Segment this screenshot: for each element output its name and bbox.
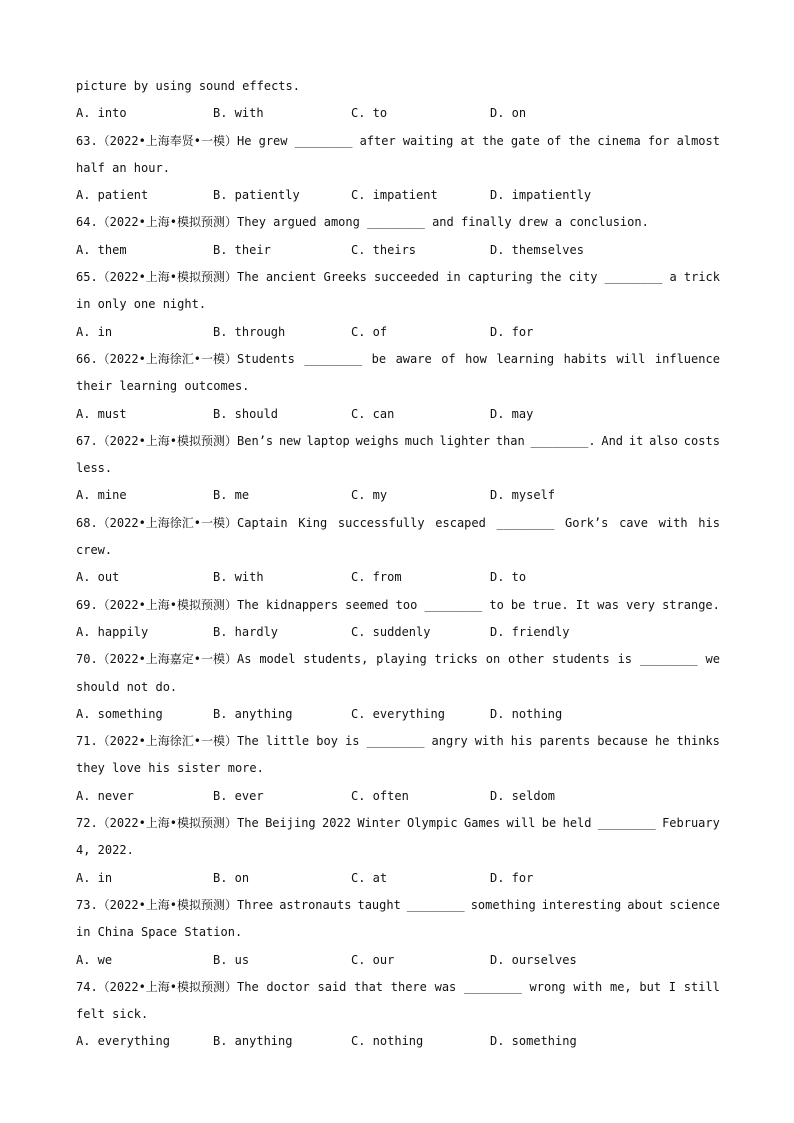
stem-word: with	[474, 734, 504, 749]
stem-word: successfully	[337, 515, 425, 530]
stem-word: boy	[316, 734, 338, 749]
option-d: D. themselves	[490, 242, 584, 257]
stem-word: model	[259, 652, 296, 667]
stem-word: is	[345, 734, 360, 749]
stem-word: almost	[676, 133, 720, 148]
stem-word: there	[390, 979, 427, 994]
stem-word: 67.（2022•上海•模拟预测）Ben’s	[76, 433, 274, 448]
option-b: B. me	[213, 488, 250, 503]
answer-options	[76, 485, 720, 512]
option-d: D. for	[490, 870, 534, 885]
question-item	[76, 895, 720, 977]
stem-word: after	[359, 133, 396, 148]
option-c: C. to	[351, 106, 388, 121]
answer-options	[76, 240, 720, 267]
question-stem	[76, 895, 720, 922]
question-item	[76, 731, 720, 813]
question-stem-continuation: felt sick.	[76, 1007, 149, 1022]
stem-word: with	[658, 515, 688, 530]
question-stem	[76, 731, 720, 758]
stem-word: King	[298, 515, 328, 530]
stem-word: Winter	[357, 816, 401, 831]
option-d: D. myself	[490, 488, 556, 503]
option-a: A. in	[76, 324, 113, 339]
question-stem	[76, 267, 720, 294]
stem-word: said	[317, 979, 347, 994]
answer-options	[76, 622, 720, 649]
option-d: D. nothing	[490, 706, 563, 721]
stem-word: weighs	[355, 433, 399, 448]
option-c: C. from	[351, 570, 402, 585]
stem-word: habits	[563, 351, 607, 366]
stem-word: influence	[654, 351, 720, 366]
option-d: D. may	[490, 406, 534, 421]
option-b: B. us	[213, 952, 250, 967]
answer-options	[76, 103, 720, 130]
stem-word: held	[562, 816, 592, 831]
option-a: A. everything	[76, 1034, 170, 1049]
stem-word: astronauts	[279, 897, 352, 912]
stem-word: be	[510, 597, 526, 612]
stem-word: ________	[496, 515, 555, 530]
option-c: C. at	[351, 870, 388, 885]
question-stem	[76, 649, 720, 676]
question-stem-continuation: in only one night.	[76, 297, 207, 312]
option-a: A. them	[76, 242, 127, 257]
question-item	[76, 595, 720, 650]
stem-word: the	[482, 133, 504, 148]
option-b: B. on	[213, 870, 250, 885]
stem-word: 70.（2022•上海嘉定•一模）As	[76, 652, 252, 667]
question-item	[76, 212, 720, 267]
option-a: A. patient	[76, 188, 149, 203]
question-text-continuation: picture by using sound effects.	[76, 79, 300, 93]
question-stem	[76, 131, 720, 158]
stem-word: waiting	[402, 133, 454, 148]
stem-word: a	[669, 270, 677, 285]
question-list	[76, 103, 720, 1058]
stem-word: gate	[510, 133, 540, 148]
stem-word: will	[506, 816, 536, 831]
question-item	[76, 431, 720, 513]
answer-options	[76, 868, 720, 895]
stem-word: 68.（2022•上海徐汇•一模）Captain	[76, 515, 288, 530]
stem-word: his	[698, 515, 720, 530]
stem-word: city	[568, 270, 598, 285]
option-b: B. their	[213, 242, 271, 257]
stem-word: in	[446, 270, 461, 285]
answer-options	[76, 404, 720, 431]
option-d: D. ourselves	[490, 952, 577, 967]
question-stem-continuation: half an hour.	[76, 160, 170, 175]
stem-word: doctor	[266, 979, 310, 994]
answer-options	[76, 950, 720, 977]
option-a: A. out	[76, 570, 120, 585]
question-stem-continuation: crew.	[76, 543, 113, 558]
stem-word: ________	[366, 734, 425, 749]
stem-word: other	[508, 652, 545, 667]
stem-word: little	[265, 734, 310, 749]
stem-word: tricks	[434, 652, 478, 667]
stem-word: it	[628, 433, 644, 448]
stem-word: he	[654, 734, 670, 749]
stem-word: we	[705, 652, 720, 667]
stem-word: strange.	[662, 597, 720, 612]
stem-word: taught	[357, 897, 401, 912]
stem-word: Olympic	[407, 816, 458, 831]
stem-word: was	[434, 979, 457, 994]
stem-word: 71.（2022•上海徐汇•一模）The	[76, 734, 259, 749]
stem-word: laptop	[306, 433, 350, 448]
stem-word: will	[616, 351, 646, 366]
option-a: A. into	[76, 106, 127, 121]
question-item	[76, 813, 720, 895]
option-c: C. impatient	[351, 188, 438, 203]
option-a: A. mine	[76, 488, 127, 503]
question-stem	[76, 349, 720, 376]
stem-word: science	[669, 897, 720, 912]
option-d: D. friendly	[490, 624, 570, 639]
stem-word: cinema	[597, 133, 641, 148]
option-c: C. nothing	[351, 1034, 424, 1049]
option-a: A. happily	[76, 624, 149, 639]
stem-word: Beijing	[265, 816, 316, 831]
option-b: B. should	[213, 406, 279, 421]
answer-options	[76, 185, 720, 212]
stem-word: 65.（2022•上海•模拟预测）The	[76, 270, 259, 285]
question-stem: 64.（2022•上海•模拟预测）They argued among ________ and finally drew a conclusion.	[76, 215, 649, 230]
stem-word: ________	[294, 133, 353, 148]
answer-options	[76, 704, 720, 731]
stem-word: I	[668, 979, 677, 994]
question-stem-continuation: their learning outcomes.	[76, 379, 250, 394]
stem-word: also	[649, 433, 678, 448]
stem-word: be	[371, 351, 387, 366]
stem-word: the	[539, 270, 562, 285]
question-stem	[76, 595, 720, 622]
stem-word: to	[489, 597, 504, 612]
option-c: C. of	[351, 324, 388, 339]
stem-word: new	[278, 433, 301, 448]
stem-word: ________	[604, 270, 663, 285]
answer-options	[76, 322, 720, 349]
stem-word: Greeks	[323, 270, 367, 285]
stem-word: of	[546, 133, 562, 148]
stem-word: 63.（2022•上海奉贤•一模）He	[76, 133, 252, 148]
stem-word: escaped	[435, 515, 486, 530]
stem-word: ________	[597, 816, 656, 831]
question-stem	[76, 813, 720, 840]
stem-word: succeeded	[373, 270, 439, 285]
stem-word: ________	[304, 351, 363, 366]
question-stem-continuation: in China Space Station.	[76, 925, 243, 940]
stem-word: Games	[464, 816, 501, 831]
option-d: D. impatiently	[490, 188, 592, 203]
stem-word: 72.（2022•上海•模拟预测）The	[76, 816, 259, 831]
stem-word: February	[662, 816, 720, 831]
stem-word: how	[465, 351, 487, 366]
stem-word: his	[510, 734, 533, 749]
stem-word: 73.（2022•上海•模拟预测）Three	[76, 897, 274, 912]
stem-word: something	[470, 897, 536, 912]
stem-word: 74.（2022•上海•模拟预测）The	[76, 979, 259, 994]
option-b: B. with	[213, 570, 264, 585]
stem-word: at	[460, 133, 475, 148]
stem-word: was	[597, 597, 619, 612]
option-d: D. to	[490, 570, 527, 585]
option-b: B. patiently	[213, 188, 300, 203]
question-item	[76, 267, 720, 349]
stem-word: about	[627, 897, 664, 912]
option-c: C. theirs	[351, 242, 417, 257]
option-a: A. we	[76, 952, 113, 967]
stem-word: but	[639, 979, 662, 994]
option-c: C. often	[351, 788, 409, 803]
stem-word: true.	[532, 597, 569, 612]
question-item	[76, 131, 720, 213]
stem-word: angry	[431, 734, 468, 749]
option-c: C. our	[351, 952, 395, 967]
option-a: A. in	[76, 870, 113, 885]
stem-word: Gork’s	[565, 515, 609, 530]
option-b: B. anything	[213, 706, 293, 721]
question-stem-continuation: they love his sister more.	[76, 761, 264, 776]
question-stem-continuation: less.	[76, 461, 113, 476]
stem-word: ________	[424, 597, 483, 612]
stem-word: lighter	[439, 433, 491, 448]
stem-word: students	[551, 652, 610, 667]
option-d: D. for	[490, 324, 534, 339]
stem-word: wrong	[529, 979, 566, 994]
question-item	[76, 649, 720, 731]
stem-word: still	[683, 979, 720, 994]
option-a: A. must	[76, 406, 127, 421]
stem-word: capturing	[467, 270, 533, 285]
document-page	[76, 76, 720, 1059]
question-stem	[76, 513, 720, 540]
question-stem-continuation: 4, 2022.	[76, 843, 134, 858]
stem-word: ________.	[530, 433, 596, 448]
stem-word: the	[568, 133, 591, 148]
stem-word: because	[597, 734, 648, 749]
question-stem	[76, 431, 720, 458]
option-d: D. something	[490, 1034, 577, 1049]
stem-word: kidnappers	[265, 597, 339, 612]
answer-options	[76, 1031, 720, 1058]
stem-word: And	[601, 433, 624, 448]
stem-word: playing	[376, 652, 427, 667]
stem-word: grew	[258, 133, 288, 148]
question-item	[76, 349, 720, 431]
option-b: B. through	[213, 324, 286, 339]
question-stem	[76, 977, 720, 1004]
stem-word: parents	[539, 734, 591, 749]
stem-word: is	[617, 652, 633, 667]
option-b: B. hardly	[213, 624, 279, 639]
option-d: D. seldom	[490, 788, 556, 803]
stem-word: of	[441, 351, 456, 366]
stem-word: It	[575, 597, 591, 612]
stem-word: seemed	[345, 597, 389, 612]
stem-word: thinks	[676, 734, 720, 749]
stem-word: costs	[683, 433, 720, 448]
stem-word: aware	[395, 351, 432, 366]
stem-word: for	[647, 133, 670, 148]
stem-word: very	[626, 597, 655, 612]
option-a: A. never	[76, 788, 134, 803]
option-c: C. suddenly	[351, 624, 431, 639]
option-c: C. my	[351, 488, 388, 503]
stem-word: students,	[303, 652, 369, 667]
stem-word: ancient	[265, 270, 317, 285]
stem-word: learning	[496, 351, 555, 366]
question-item	[76, 977, 720, 1059]
stem-word: with	[573, 979, 603, 994]
stem-word: than	[495, 433, 525, 448]
option-a: A. something	[76, 706, 163, 721]
stem-word: ________	[406, 897, 465, 912]
stem-word: 2022	[322, 816, 351, 831]
option-b: B. with	[213, 106, 264, 121]
option-c: C. can	[351, 406, 395, 421]
stem-word: 69.（2022•上海•模拟预测）The	[76, 597, 259, 612]
question-stem-continuation: should not do.	[76, 679, 178, 694]
stem-word: that	[354, 979, 384, 994]
question-item	[76, 103, 720, 130]
question-item	[76, 513, 720, 595]
stem-word: 66.（2022•上海徐汇•一模）Students	[76, 351, 295, 366]
stem-word: trick	[683, 270, 720, 285]
option-d: D. on	[490, 106, 527, 121]
stem-word: me,	[609, 979, 632, 994]
stem-word: cave	[619, 515, 648, 530]
option-b: B. anything	[213, 1034, 293, 1049]
option-b: B. ever	[213, 788, 264, 803]
stem-word: much	[404, 433, 434, 448]
answer-options	[76, 567, 720, 594]
stem-word: ________	[464, 979, 522, 994]
stem-word: be	[541, 816, 557, 831]
stem-word: ________	[639, 652, 698, 667]
stem-word: on	[485, 652, 501, 667]
answer-options	[76, 786, 720, 813]
stem-word: interesting	[541, 897, 622, 912]
stem-word: too	[395, 597, 418, 612]
option-c: C. everything	[351, 706, 445, 721]
